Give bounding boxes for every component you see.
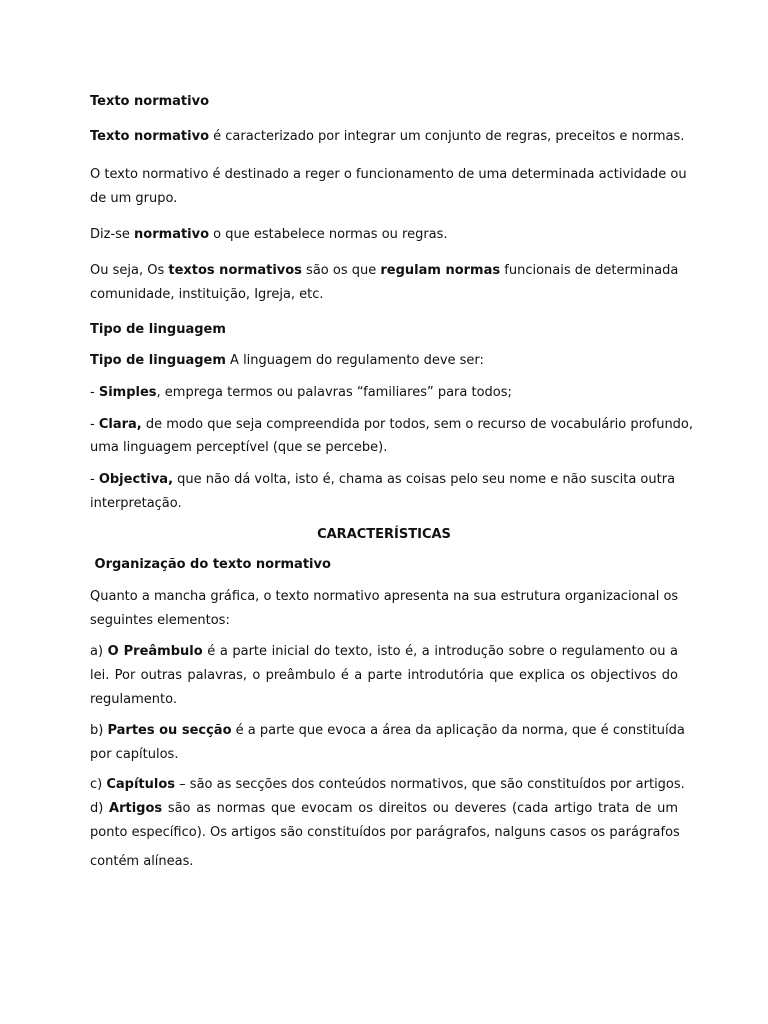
element-d-marker: d) bbox=[90, 801, 110, 816]
language-term-simples: Simples bbox=[98, 385, 157, 400]
language-term-objectiva: Objectiva, bbox=[98, 472, 174, 487]
organization-intro-line1: Quanto a mancha gráfica, o texto normativo apresenta na sua estrutura organizacional os bbox=[90, 589, 679, 604]
element-b-line1: b) Partes ou secção é a parte que evoca a área da aplicação da norma, que é constituída bbox=[90, 723, 685, 738]
language-intro: Tipo de linguagem A linguagem do regulamento deve ser: bbox=[90, 353, 484, 368]
language-term-clara: Clara, bbox=[98, 417, 142, 432]
element-a-marker: a) bbox=[90, 644, 108, 659]
intro-paragraph bbox=[90, 128, 685, 145]
element-a-term: O Preâmbulo bbox=[107, 644, 203, 659]
element-d-line2: ponto específico). Os artigos são constituídos por parágrafos, nalguns casos os parágrafos bbox=[90, 825, 680, 840]
element-c-line1: c) Capítulos – são as secções dos conteúdos normativos, que são constituídos por artigos. bbox=[90, 777, 685, 792]
element-c-term: Capítulos bbox=[106, 777, 176, 792]
language-intro-term: Tipo de linguagem bbox=[90, 353, 226, 368]
language-item-clara-line2: uma linguagem perceptível (que se percebe). bbox=[90, 440, 388, 455]
element-b-marker: b) bbox=[90, 723, 108, 738]
language-item-simples: - Simples, emprega termos ou palavras “familiares” para todos; bbox=[90, 385, 512, 400]
organization-heading: Organização do texto normativo bbox=[90, 557, 331, 572]
language-item-objectiva-line1: - Objectiva, que não dá volta, isto é, chama as coisas pelo seu nome e não suscita outra bbox=[90, 472, 676, 487]
language-heading: Tipo de linguagem bbox=[90, 322, 226, 337]
element-a-line2: lei. Por outras palavras, o preâmbulo é a parte introdutória que explica os objectivos do bbox=[90, 668, 678, 683]
element-d-line3: contém alíneas. bbox=[90, 854, 194, 869]
intro-text: é caracterizado por integrar um conjunto de regras, preceitos e normas. bbox=[209, 129, 685, 144]
definition-term: normativo bbox=[134, 227, 210, 242]
element-a-line1: a) O Preâmbulo é a parte inicial do texto, isto é, a introdução sobre o regulamento ou a bbox=[90, 644, 678, 659]
definition-paragraph: Diz-se normativo o que estabelece normas ou regras. bbox=[90, 227, 448, 242]
organization-intro-line2: seguintes elementos: bbox=[90, 613, 230, 628]
element-d-line1: d) Artigos são as normas que evocam os direitos ou deveres (cada artigo trata de um bbox=[90, 801, 678, 816]
element-b-term: Partes ou secção bbox=[107, 723, 232, 738]
language-item-clara-line1: - Clara, de modo que seja compreendida por todos, sem o recurso de vocabulário profundo, bbox=[90, 417, 694, 432]
element-b-line2: por capítulos. bbox=[90, 747, 179, 762]
language-item-objectiva-line2: interpretação. bbox=[90, 496, 182, 511]
purpose-paragraph-line2: de um grupo. bbox=[90, 191, 178, 206]
summary-paragraph-line2: comunidade, instituição, Igreja, etc. bbox=[90, 287, 324, 302]
summary-term-textos: textos normativos bbox=[168, 263, 302, 278]
intro-term: Texto normativo bbox=[90, 129, 210, 144]
characteristics-heading: CARACTERÍSTICAS bbox=[317, 527, 451, 542]
element-c-marker: c) bbox=[90, 777, 107, 792]
summary-term-regulam: regulam normas bbox=[380, 263, 501, 278]
summary-paragraph-line1: Ou seja, Os textos normativos são os que regulam normas funcionais de determinada bbox=[90, 263, 679, 278]
purpose-paragraph-line1: O texto normativo é destinado a reger o funcionamento de uma determinada actividade ou bbox=[90, 167, 687, 182]
document-title: Texto normativo bbox=[90, 94, 210, 109]
document-page bbox=[90, 0, 694, 1024]
element-a-line3: regulamento. bbox=[90, 692, 177, 707]
element-d-term: Artigos bbox=[109, 801, 163, 816]
